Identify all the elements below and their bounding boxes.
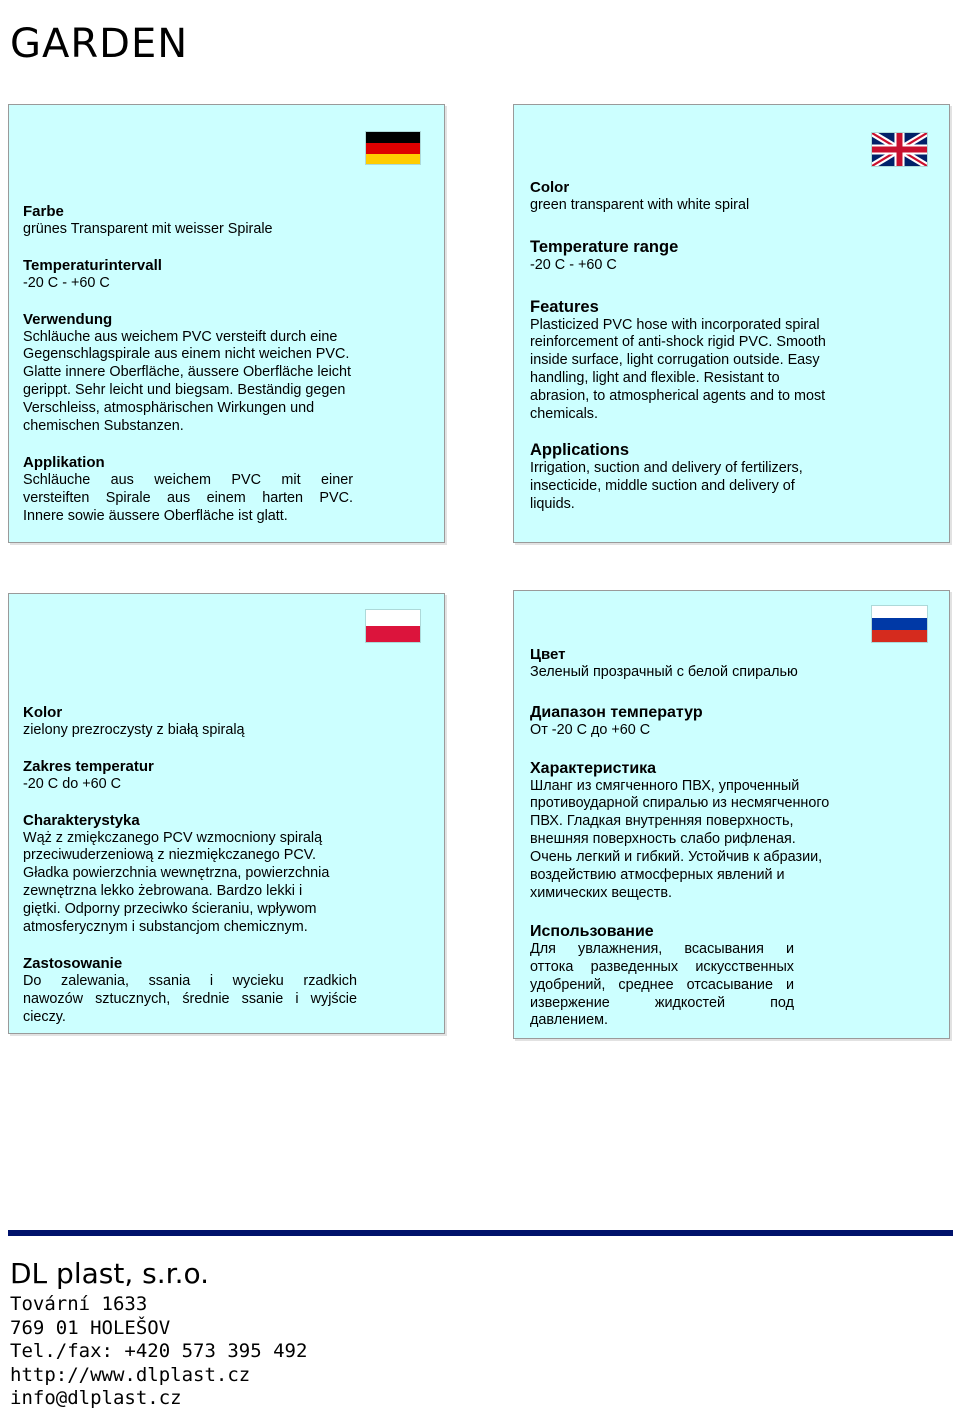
card-german-content — [23, 203, 353, 526]
applications-line: cieczy. — [23, 1008, 66, 1025]
applications-line: versteiften Spirale aus einem harten PVC. — [23, 489, 353, 506]
applications-label: Использование — [530, 922, 654, 940]
features-label: Charakterystyka — [23, 811, 140, 829]
features-line: Plasticized PVC hose with incorporated spiral — [530, 316, 820, 333]
features-line: ПВХ. Гладкая внутренняя поверхность, — [530, 813, 794, 830]
features-line: Gegenschlagspirale aus einem nicht weichen PVC. — [23, 346, 350, 363]
color-label: Kolor — [23, 704, 63, 721]
applications-line: удобрений, среднее отсасывание и — [530, 976, 794, 993]
features-line: reinforcement of anti-shock rigid PVC. Smooth — [530, 334, 826, 351]
russian-flag-icon — [872, 606, 927, 642]
applications-line: Do zalewania, ssania i wycieku rzadkich — [23, 972, 357, 989]
features-line: atmosferycznym i substancjom chemicznym. — [23, 919, 308, 936]
temperature-label: Temperaturintervall — [23, 256, 162, 274]
features-line: воздействию атмосферных явлений и — [530, 867, 785, 884]
polish-flag-icon — [366, 610, 420, 642]
phone-fax: Tel./fax: +420 573 395 492 — [10, 1340, 308, 1362]
applications-line: Innere sowie äussere Oberfläche ist glatt. — [23, 507, 288, 524]
features-line: abrasion, to atmospherical agents and to most — [530, 388, 826, 405]
company-name: DL plast, s.r.o. — [10, 1257, 210, 1290]
features-line: внешняя поверхность слабо рифленая. — [530, 831, 796, 848]
features-line: chemischen Substanzen. — [23, 418, 184, 435]
features-line: chemicals. — [530, 406, 598, 423]
website-link[interactable]: http://www.dlplast.cz — [10, 1363, 251, 1386]
applications-line: liquids. — [530, 495, 575, 512]
features-line: handling, light and flexible. Resistant to — [530, 370, 780, 387]
features-line: inside surface, light corrugation outside. Easy — [530, 352, 820, 369]
features-line: Gładka powierzchnia wewnętrzna, powierzchnia — [23, 865, 330, 882]
email-link[interactable]: info@dlplast.cz — [10, 1387, 182, 1409]
card-english-content — [530, 179, 870, 514]
applications-line: Irrigation, suction and delivery of fertilizers, — [530, 459, 803, 476]
features-line: Schläuche aus weichem PVC versteift durch eine — [23, 328, 338, 345]
features-line: Verschleiss, atmosphärischen Wirkungen und — [23, 400, 315, 417]
card-russian-content — [530, 646, 850, 1030]
temperature-value: -20 C - +60 C — [23, 274, 110, 291]
applications-line: Для увлажнения, всасывания и — [530, 940, 794, 957]
features-line: Glatte innere Oberfläche, äussere Oberfläche leicht — [23, 364, 351, 381]
color-value: grünes Transparent mit weisser Spirale — [23, 220, 273, 237]
temperature-value: От -20 С до +60 С — [530, 721, 651, 738]
city-address: 769 01 HOLEŠOV — [10, 1316, 171, 1339]
street-address: Tovární 1633 — [10, 1293, 148, 1315]
color-value: Зеленый прозрачный с белой спиралью — [530, 663, 798, 680]
card-polish-content — [23, 704, 357, 1027]
features-label: Verwendung — [23, 310, 113, 328]
features-line: gerippt. Sehr leicht und biegsam. Beständig gegen — [23, 382, 346, 399]
color-label: Цвет — [530, 646, 566, 663]
features-label: Характеристика — [530, 759, 657, 777]
footer-contact — [10, 1255, 307, 1411]
color-value: green transparent with white spiral — [530, 196, 750, 213]
applications-label: Applications — [530, 440, 630, 459]
features-line: zewnętrzna lekko żebrowana. Bardzo lekki i — [23, 883, 303, 900]
features-line: химических веществ. — [530, 884, 672, 901]
color-label: Color — [530, 179, 570, 196]
german-flag-icon — [366, 132, 420, 164]
applications-line: insecticide, middle suction and delivery of — [530, 477, 795, 494]
applications-line: оттока разведенных искусственных — [530, 958, 794, 975]
color-label: Farbe — [23, 203, 64, 220]
features-line: противоударной спиралью из несмягченного — [530, 795, 830, 812]
uk-flag-icon — [872, 133, 927, 166]
applications-line: давлением. — [530, 1012, 608, 1029]
applications-line: Schläuche aus weichem PVC mit einer — [23, 471, 353, 488]
page-title: GARDEN — [10, 20, 189, 67]
features-line: Шланг из смягченного ПВХ, упроченный — [530, 777, 800, 794]
applications-label: Applikation — [23, 453, 105, 471]
temperature-label: Диапазон температур — [530, 703, 703, 721]
features-line: Очень легкий и гибкий. Устойчив к абразии, — [530, 849, 823, 866]
temperature-value: -20 C do +60 C — [23, 775, 121, 792]
color-value: zielony prezroczysty z białą spiralą — [23, 721, 245, 738]
applications-line: извержение жидкостей под — [530, 994, 794, 1011]
applications-label: Zastosowanie — [23, 954, 123, 972]
temperature-label: Zakres temperatur — [23, 757, 154, 775]
temperature-label: Temperature range — [530, 237, 679, 256]
features-line: przeciwuderzeniową z niezmiękczanego PCV. — [23, 847, 317, 864]
features-line: giętki. Odporny przeciwko ścieraniu, wpływom — [23, 901, 317, 918]
footer-divider — [8, 1230, 953, 1236]
features-line: Wąż z zmiękczanego PCV wzmocniony spiralą — [23, 829, 323, 846]
temperature-value: -20 C - +60 C — [530, 256, 617, 273]
applications-line: nawozów sztucznych, średnie ssanie i wyjście — [23, 990, 357, 1007]
features-label: Features — [530, 297, 599, 316]
